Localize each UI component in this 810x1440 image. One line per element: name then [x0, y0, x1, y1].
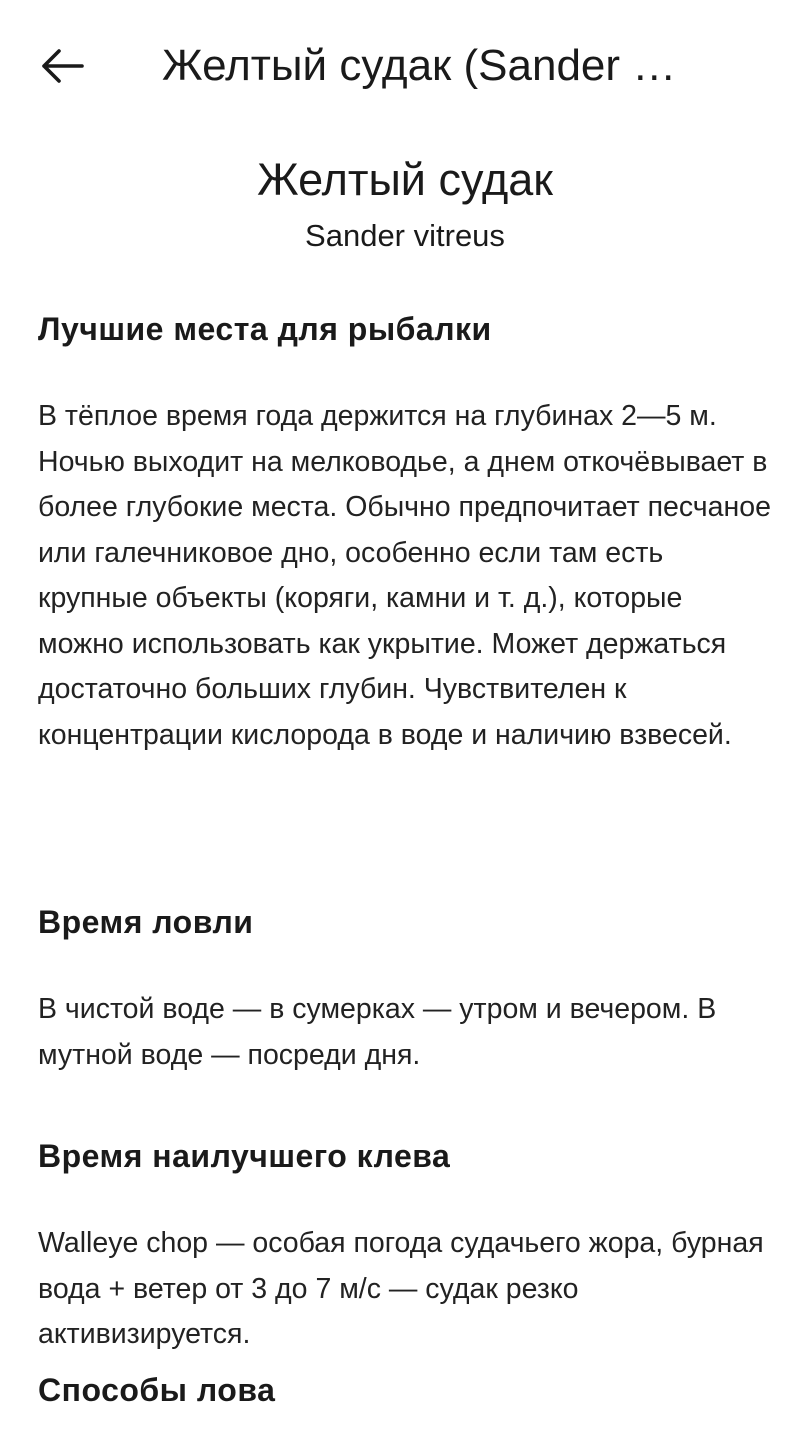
fish-latin-name: Sander vitreus [305, 218, 505, 253]
section-text-best-places: В тёплое время года держится на глубинах 2—5 м. Ночью выходит на мелководье, а днем откочёвывает в более глубокие места. Обычно предпочитает песчаное или галечниковое дно, особенно если там есть крупные объекты (коряги, камни и т. д.), которые можно использовать как укрытие. Может держаться достаточно больших глубин. Чувствителен к концентрации кислорода в воде и наличию взвесей. [38, 400, 771, 751]
section-title-fishing-methods: Способы лова [38, 1372, 276, 1408]
back-button[interactable] [24, 30, 100, 102]
fish-header [38, 150, 772, 256]
app-bar [0, 0, 810, 130]
section-text-best-bite-time: Walleye chop — особая погода судачьего жора, бурная вода + ветер от 3 до 7 м/с — судак резко активизируется. [38, 1227, 764, 1350]
fish-name: Желтый судак [257, 154, 553, 205]
app-bar-title: Желтый судак (Sander … [162, 41, 677, 90]
section-text-fishing-time: В чистой воде — в сумерках — утром и вечером. В мутной воде — посреди дня. [38, 993, 717, 1071]
section-title-best-places: Лучшие места для рыбалки [38, 311, 492, 347]
section-title-fishing-time: Время ловли [38, 904, 254, 940]
arrow-left-icon [40, 48, 84, 84]
section-title-best-bite-time: Время наилучшего клева [38, 1138, 451, 1174]
